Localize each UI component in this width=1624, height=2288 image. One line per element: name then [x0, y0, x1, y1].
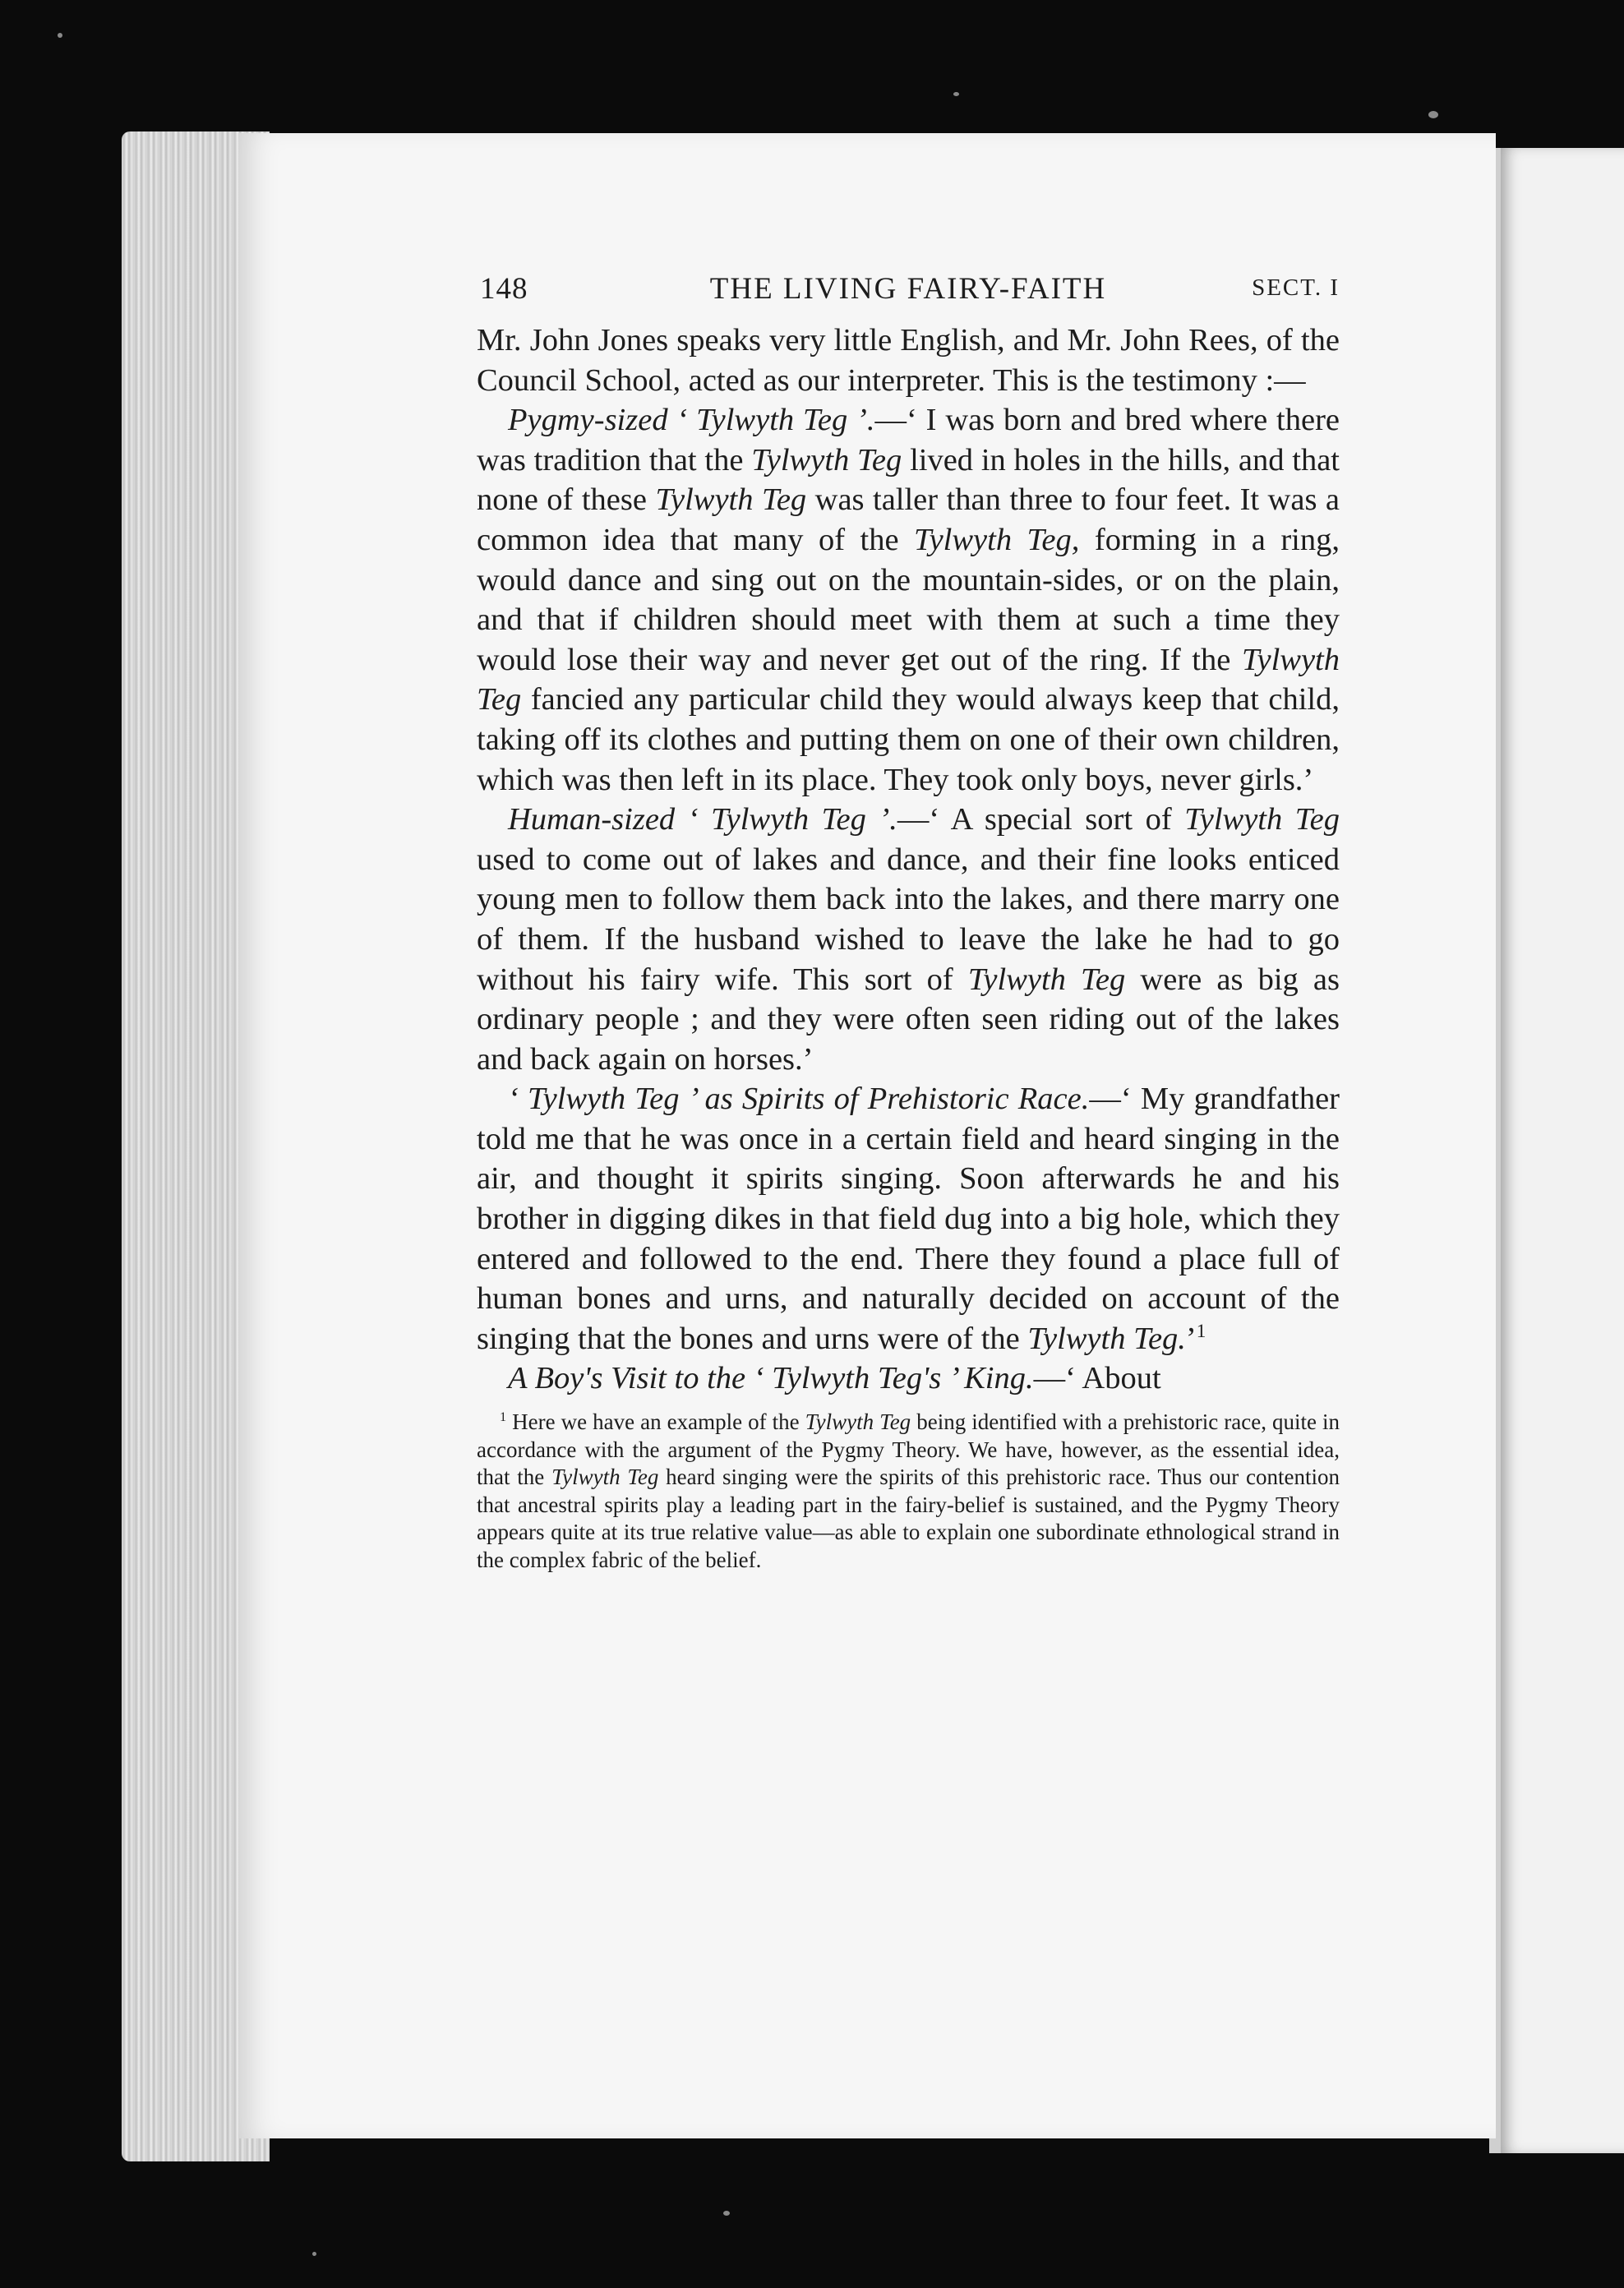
paragraph-heading: ‘ Tylwyth Teg ’ as Spirits of Prehistoric Race. [508, 1082, 1090, 1117]
paragraph-text: was taller than three to four feet. It was a common idea that many of the [477, 482, 1340, 557]
section-label: SECT. I [1252, 274, 1340, 301]
footnote-reference[interactable]: 1 [1196, 1320, 1206, 1342]
paragraph-text: ’ [1185, 1321, 1197, 1356]
paragraph-text: used to come out of lakes and dance, and their fine looks enticed young men to follow them back into the lakes, and there marry one of them. If the husband wished to leave the lake he had to go without his fairy wife. This sort of [477, 842, 1340, 997]
term: Tylwyth Teg [805, 1409, 911, 1435]
paragraph-text: —‘ I was born and bred where there was tradition that the [477, 403, 1340, 477]
dust-speck [723, 2211, 730, 2216]
body-text [477, 321, 1340, 1399]
footnote-text: heard singing were the spirits of this prehistoric race. Thus our contention that ancestral spirits play a leading part in the fairy-belief is sustained, and the Pygmy Theory appears quite at its true relative value—as able to explain one subordinate ethnological strand in the complex fabric of the belief. [477, 1465, 1340, 1572]
term: Tylwyth Teg [655, 482, 807, 518]
text-block [477, 271, 1340, 1574]
footnote-1 [477, 1409, 1340, 1574]
paragraph-text: fancied any particular child they would always keep that child, taking off its clothes and putting them on one of their own children, which was then left in its place. They took only boys, never girls.’ [477, 682, 1340, 797]
footnote-mark: 1 [500, 1409, 507, 1425]
paragraph-text: —‘ My grandfather told me that he was once in a certain field and heard singing in the air, and thought it spirits singing. Soon afterwards he and his brother in digging dikes in that field dug into a big hole, which they entered and followed to the end. There they found a place full of human bones and urns, and naturally decided on account of the singing that the bones and urns were of the [477, 1082, 1340, 1356]
term: Tylwyth Teg [551, 1465, 659, 1490]
paragraph-heading: Pygmy-sized ‘ Tylwyth Teg ’. [508, 403, 875, 438]
dust-speck [953, 92, 959, 96]
dust-speck [1428, 111, 1438, 118]
paragraph-heading: Human-sized ‘ Tylwyth Teg ’. [508, 802, 897, 837]
footnotes [477, 1409, 1340, 1574]
term: Tylwyth Teg [477, 642, 1340, 717]
paragraph-text: —‘ About [1033, 1361, 1161, 1396]
paragraph-text: forming in a ring, would dance and sing out on the mountain-sides, or on the plain, and that if children should meet with them at such a time they would lose their way and never get out of the ring. If the [477, 522, 1340, 677]
paragraph-text: lived in holes in the hills, and that none of these [477, 442, 1340, 518]
term: Tylwyth Teg [1184, 802, 1340, 837]
footnote-text: being identified with a prehistoric race, quite in accordance with the argument of the Pygmy Theory. We have, however, as the essential idea, that the [477, 1409, 1340, 1490]
paragraph-text: were as big as ordinary people ; and they were often seen riding out of the lakes and back again on horses.’ [477, 962, 1340, 1077]
page-number: 148 [480, 272, 528, 306]
paragraph-prehistoric-race [477, 1079, 1340, 1358]
term: Tylwyth Teg, [914, 522, 1080, 557]
term: Tylwyth Teg. [1027, 1321, 1186, 1356]
term: Tylwyth Teg [967, 962, 1126, 997]
dust-speck [58, 33, 62, 38]
running-head [477, 271, 1340, 321]
book-title: THE LIVING FAIRY-FAITH [709, 272, 1107, 306]
paragraph-pygmy-sized [477, 400, 1340, 800]
intro-paragraph: Mr. John Jones speaks very little English, and Mr. John Rees, of the Council School, acted as our interpreter. This is the testimony :— [477, 323, 1340, 398]
paragraph-human-sized [477, 800, 1340, 1079]
paragraph-text: —‘ A special sort of [897, 802, 1185, 837]
dust-speck [312, 2252, 316, 2256]
paragraph-heading: A Boy's Visit to the ‘ Tylwyth Teg's ’ King. [508, 1361, 1034, 1396]
facing-page-edge [1489, 148, 1624, 2153]
footnote-text: Here we have an example of the [506, 1409, 805, 1435]
paragraph-boys-visit [477, 1358, 1340, 1399]
term: Tylwyth Teg [751, 442, 902, 477]
